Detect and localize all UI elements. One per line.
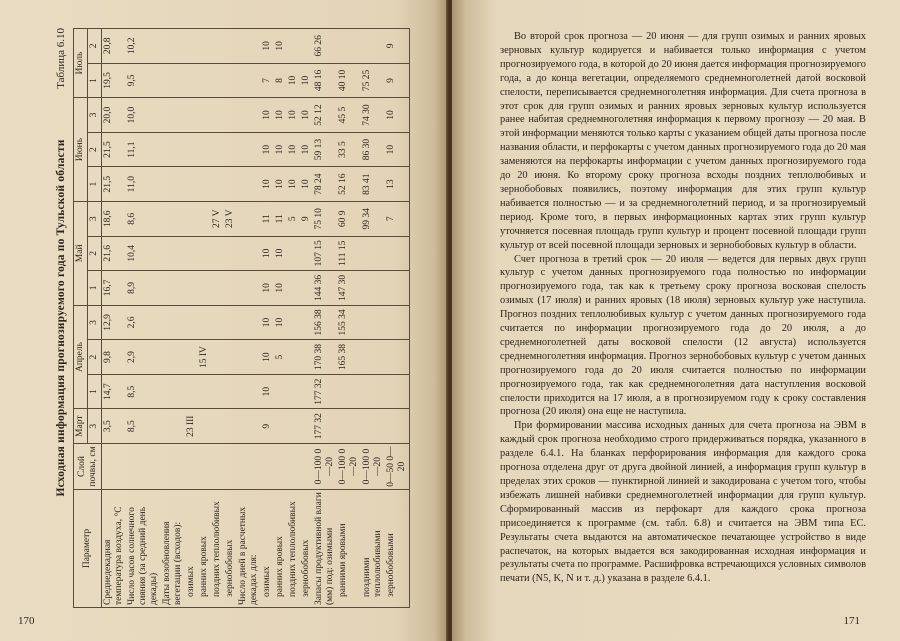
value-cell: 78 24 (313, 167, 337, 202)
rotated-table-block (55, 28, 407, 608)
table-row (161, 29, 185, 608)
value-cell (198, 236, 211, 271)
value-cell (361, 305, 385, 340)
value-cell (287, 374, 300, 409)
param-cell: Даты возобновления вегетации (всходов): (161, 490, 185, 608)
param-cell: озимых (261, 490, 274, 608)
value-cell (211, 132, 224, 167)
header-decade: 2 (88, 29, 102, 64)
header-month: Июль (74, 29, 88, 98)
param-cell: поздними теплолюбивыми (361, 490, 385, 608)
value-cell: 15 IV (198, 340, 211, 375)
value-cell (237, 340, 261, 375)
left-page (0, 0, 448, 641)
header-month: Апрель (74, 305, 88, 409)
value-cell: 8 (274, 63, 287, 98)
value-cell (274, 409, 287, 444)
value-cell (224, 63, 237, 98)
value-cell: 52 12 (313, 98, 337, 133)
table-row (274, 29, 287, 608)
value-cell: 10 (261, 132, 274, 167)
value-cell: 11,1 (126, 132, 161, 167)
param-cell: зернобобовых (300, 490, 313, 608)
table-row (337, 29, 361, 608)
value-cell: 2,9 (126, 340, 161, 375)
value-cell (161, 98, 185, 133)
table-row (287, 29, 300, 608)
value-cell (237, 305, 261, 340)
param-cell: озимых (185, 490, 198, 608)
value-cell: 10 (287, 98, 300, 133)
value-cell (185, 63, 198, 98)
value-cell: 83 41 (361, 167, 385, 202)
value-cell (224, 409, 237, 444)
value-cell (211, 98, 224, 133)
value-cell (300, 374, 313, 409)
value-cell (185, 271, 198, 306)
value-cell (185, 236, 198, 271)
value-cell: 75 10 (313, 201, 337, 236)
table-row (198, 29, 211, 608)
value-cell: 20,8 (102, 29, 127, 64)
value-cell: 52 16 (337, 167, 361, 202)
table-row (237, 29, 261, 608)
layer-cell (185, 444, 198, 490)
value-cell: 48 16 (313, 63, 337, 98)
value-cell (198, 201, 211, 236)
value-cell: 5 (274, 340, 287, 375)
value-cell (337, 374, 361, 409)
header-decade: 2 (88, 340, 102, 375)
value-cell (300, 236, 313, 271)
value-cell: 5 (287, 201, 300, 236)
value-cell (211, 271, 224, 306)
value-cell (161, 167, 185, 202)
value-cell: 10,4 (126, 236, 161, 271)
value-cell (224, 305, 237, 340)
value-cell (237, 167, 261, 202)
header-decade: 2 (88, 132, 102, 167)
header-month: Май (74, 201, 88, 305)
value-cell (224, 236, 237, 271)
value-cell (161, 29, 185, 64)
value-cell (385, 409, 410, 444)
value-cell (161, 63, 185, 98)
paragraph: Во второй срок прогноза — 20 июня — для групп озимых и ранних яровых зерновых культур кодируется и набивается только информация с учетом прогнозируемого года, в которой до 20 июня дается информация прогнозируемого года, а до конца вегетации, определяемого среднемноголетней датой восковой спелости, переписывается среднемноголетняя информация. Для счета прогноза в этот срок для групп озимых и ранних яровых зерновых культур используется ранее набитая среднемноголетняя информация к первому прогнозу — 20 мая. В этой информации меняются только карты с указанием общей даты прогноза после названия области, и перфокарты с учетом данных прогнозируемого года до 20 мая заменяются на перфокарты информации с учетом данных прогнозируемого года до 20 июня. Ко второму сроку прогноза всходы поздних теплолюбивых и зернобобовых появились, поэтому информация для этих групп культур набивается полностью — и за среднемноголетний период, и за прогнозируемый период. Кроме того, в первых информационных картах этих групп культур уточняется посевная площадь групп культур и процент посевной площади групп культур от всей посевной площади зерновых и зернобобовых культур в области. (500, 31, 866, 251)
value-cell: 10 (300, 132, 313, 167)
value-cell: 9 (385, 29, 410, 64)
value-cell: 144 36 (313, 271, 337, 306)
value-cell: 10 (261, 167, 274, 202)
value-cell (237, 374, 261, 409)
param-cell: поздних теплолюбивых (211, 490, 224, 608)
table-row (385, 29, 410, 608)
paragraph: При формировании массива исходных данных для счета прогноза на ЭВМ в каждый срок прогноза необходимо строго придерживаться порядка, указанного в разделе 6.4.1. На бланках перфорирования информация для каждого срока прогноза отделена друг от друга двойной линией, а информация групп культур в пределах этих сроков — пунктирной линией и закодирована с учетом того, чтобы избежать лишней набивки среднемноголетней информации для групп культур. Сформированный массив из перфокарт для каждого срока прогноза присоединяется к программе (см. табл. 6.8) и считается на ЭВМ типа ЕС. Результаты счета выдаются на автоматическое печатающее устройство в виде распечаток, на которых выдается вся закодированная исходная информация и результаты счета по программе. Расшифровка встречающихся условных символов печати (N5, K, N и т. д.) указана в разделе 6.4.1. (500, 420, 866, 585)
value-cell: 21,5 (102, 132, 127, 167)
param-cell: Среднедекадная температура воздуха, °С (102, 490, 127, 608)
value-cell: 2,6 (126, 305, 161, 340)
value-cell (161, 409, 185, 444)
value-cell (185, 340, 198, 375)
page-number-left: 170 (18, 615, 35, 627)
layer-cell (237, 444, 261, 490)
value-cell (224, 340, 237, 375)
layer-cell: 0—100 0—20 (337, 444, 361, 490)
value-cell: 10 (300, 98, 313, 133)
value-cell (161, 201, 185, 236)
value-cell: 10,2 (126, 29, 161, 64)
table-row (224, 29, 237, 608)
value-cell (300, 29, 313, 64)
value-cell: 107 15 (313, 236, 337, 271)
value-cell: 10 (274, 271, 287, 306)
value-cell (224, 98, 237, 133)
value-cell (224, 374, 237, 409)
value-cell (224, 29, 237, 64)
value-cell (287, 409, 300, 444)
param-cell: ранними яровыми (337, 490, 361, 608)
layer-cell (161, 444, 185, 490)
table-row (313, 29, 337, 608)
value-cell (185, 167, 198, 202)
value-cell (237, 236, 261, 271)
value-cell: 10 (261, 271, 274, 306)
paragraph: Счет прогноза в третий срок — 20 июля — ведется для первых двух групп культур с учетом данных прогнозируемого года полностью по информации прогнозируемого года, так как к третьему сроку прогноза восковая спелость озимых (17 июля) и ранних яровых (18 июля) зерновых культур уже наступила. Прогноз поздних теплолюбивых культур с учетом данных прогнозируемого года считается по информации прогнозируемого года до 20 июля, а до среднемноголетней даты восковой спелости (12 августа) используется среднемноголетняя информация. Прогноз зернобобовых культур с учетом данных прогнозируемого года до 20 июля считается полностью по информации прогнозируемого года, так как среднемноголетняя дата наступления восковой спелости приходится на 17 июля, а в прогнозируемом году к сроку составления прогноза (20 июля) она еще не наступила. (500, 253, 866, 418)
value-cell: 45 5 (337, 98, 361, 133)
value-cell (237, 132, 261, 167)
value-cell: 147 30 (337, 271, 361, 306)
value-cell: 8,9 (126, 271, 161, 306)
value-cell: 7 (261, 63, 274, 98)
value-cell (185, 305, 198, 340)
value-cell (337, 29, 361, 64)
value-cell: 3,5 (102, 409, 127, 444)
value-cell (361, 236, 385, 271)
body-text (500, 30, 866, 586)
header-decade: 3 (88, 201, 102, 236)
value-cell: 10 (287, 167, 300, 202)
header-decade: 3 (88, 305, 102, 340)
param-cell: зернобобовых (224, 490, 237, 608)
value-cell: 9 (385, 63, 410, 98)
value-cell: 11 (274, 201, 287, 236)
header-month: Март (74, 409, 88, 444)
value-cell (237, 98, 261, 133)
layer-cell: 0—100 0—20 (361, 444, 385, 490)
value-cell: 170 38 (313, 340, 337, 375)
param-cell: Запасы продуктивной влаги (мм) под: озимыми (313, 490, 337, 608)
value-cell: 74 30 (361, 98, 385, 133)
value-cell (198, 167, 211, 202)
value-cell (385, 236, 410, 271)
value-cell: 20,0 (102, 98, 127, 133)
value-cell: 165 38 (337, 340, 361, 375)
value-cell: 40 10 (337, 63, 361, 98)
value-cell (287, 29, 300, 64)
value-cell: 10 (274, 236, 287, 271)
table-row (211, 29, 224, 608)
value-cell: 99 34 (361, 201, 385, 236)
param-cell: поздних теплолюбивых (287, 490, 300, 608)
value-cell (287, 305, 300, 340)
value-cell: 10 (274, 167, 287, 202)
value-cell (185, 374, 198, 409)
table-row (361, 29, 385, 608)
param-cell: Число часов солнечного сияния (за средний день декады) (126, 490, 161, 608)
layer-cell: 0—50 0—20 (385, 444, 410, 490)
value-cell: 21,5 (102, 167, 127, 202)
value-cell (198, 63, 211, 98)
value-cell (198, 305, 211, 340)
layer-cell: 0—100 0—20 (313, 444, 337, 490)
header-decade: 1 (88, 63, 102, 98)
value-cell (224, 167, 237, 202)
table-row (261, 29, 274, 608)
value-cell (274, 374, 287, 409)
value-cell: 10 (261, 236, 274, 271)
value-cell: 9,8 (102, 340, 127, 375)
value-cell: 21,6 (102, 236, 127, 271)
value-cell (185, 132, 198, 167)
value-cell: 10 (287, 132, 300, 167)
value-cell (161, 236, 185, 271)
value-cell: 10 (300, 63, 313, 98)
value-cell: 8,5 (126, 374, 161, 409)
param-cell: ранних яровых (198, 490, 211, 608)
header-param: Параметр (74, 490, 102, 608)
table-number: Таблица 6.10 (55, 28, 67, 89)
value-cell: 10 (300, 167, 313, 202)
table-row (102, 29, 127, 608)
value-cell (198, 409, 211, 444)
value-cell (211, 374, 224, 409)
header-layer: Слой почвы, см (74, 444, 102, 490)
value-cell (361, 409, 385, 444)
value-cell: 111 15 (337, 236, 361, 271)
value-cell: 10,0 (126, 98, 161, 133)
value-cell (300, 271, 313, 306)
header-decade: 1 (88, 374, 102, 409)
value-cell (185, 98, 198, 133)
value-cell (211, 305, 224, 340)
value-cell (211, 167, 224, 202)
value-cell (237, 201, 261, 236)
value-cell (161, 305, 185, 340)
value-cell (287, 271, 300, 306)
value-cell (185, 29, 198, 64)
value-cell: 9,5 (126, 63, 161, 98)
value-cell: 23 III (185, 409, 198, 444)
header-decade: 2 (88, 236, 102, 271)
value-cell (385, 305, 410, 340)
value-cell: 86 30 (361, 132, 385, 167)
page-number-right: 171 (843, 615, 860, 627)
value-cell (287, 236, 300, 271)
header-decade: 1 (88, 271, 102, 306)
table-row (185, 29, 198, 608)
table-row (300, 29, 313, 608)
value-cell (198, 374, 211, 409)
table-row (126, 29, 161, 608)
table-title: Исходная информация прогнозируемого года по Тульской области (55, 139, 67, 497)
layer-cell (274, 444, 287, 490)
param-cell: зернобобовыми (385, 490, 410, 608)
value-cell (300, 409, 313, 444)
layer-cell (287, 444, 300, 490)
value-cell (211, 236, 224, 271)
value-cell (211, 409, 224, 444)
value-cell: 10 (261, 98, 274, 133)
value-cell (198, 271, 211, 306)
layer-cell (224, 444, 237, 490)
value-cell: 10 (274, 29, 287, 64)
value-cell: 75 25 (361, 63, 385, 98)
value-cell (300, 305, 313, 340)
value-cell (237, 409, 261, 444)
value-cell (211, 340, 224, 375)
value-cell: 10 (385, 132, 410, 167)
layer-cell (261, 444, 274, 490)
value-cell: 11,0 (126, 167, 161, 202)
value-cell (287, 340, 300, 375)
layer-cell (198, 444, 211, 490)
value-cell: 18,6 (102, 201, 127, 236)
value-cell (385, 374, 410, 409)
header-month: Июнь (74, 98, 88, 202)
value-cell (211, 63, 224, 98)
value-cell (161, 340, 185, 375)
value-cell (224, 271, 237, 306)
value-cell: 9 (300, 201, 313, 236)
value-cell: 33 5 (337, 132, 361, 167)
value-cell: 16,7 (102, 271, 127, 306)
value-cell: 177 32 (313, 409, 337, 444)
value-cell: 7 (385, 201, 410, 236)
value-cell: 27 V (211, 201, 224, 236)
layer-cell (211, 444, 224, 490)
value-cell: 10 (274, 132, 287, 167)
value-cell: 8,5 (126, 409, 161, 444)
value-cell (198, 98, 211, 133)
right-page (452, 0, 900, 641)
value-cell (237, 271, 261, 306)
value-cell: 59 13 (313, 132, 337, 167)
value-cell (361, 271, 385, 306)
value-cell (337, 409, 361, 444)
value-cell (361, 340, 385, 375)
value-cell (198, 132, 211, 167)
value-cell: 10 (261, 29, 274, 64)
layer-cell (300, 444, 313, 490)
value-cell: 177 32 (313, 374, 337, 409)
value-cell: 10 (287, 63, 300, 98)
value-cell (385, 271, 410, 306)
value-cell: 23 V (224, 201, 237, 236)
value-cell: 10 (261, 374, 274, 409)
value-cell: 10 (385, 98, 410, 133)
value-cell: 19,5 (102, 63, 127, 98)
value-cell: 11 (261, 201, 274, 236)
value-cell: 8,6 (126, 201, 161, 236)
value-cell: 12,9 (102, 305, 127, 340)
layer-cell (126, 444, 161, 490)
value-cell: 10 (261, 305, 274, 340)
value-cell: 13 (385, 167, 410, 202)
value-cell (385, 340, 410, 375)
header-decade: 1 (88, 167, 102, 202)
value-cell: 10 (274, 305, 287, 340)
value-cell (211, 29, 224, 64)
value-cell (161, 271, 185, 306)
value-cell (161, 132, 185, 167)
value-cell: 10 (274, 98, 287, 133)
param-cell: Число дней в расчетных декадах для: (237, 490, 261, 608)
value-cell: 66 26 (313, 29, 337, 64)
header-decade: 3 (88, 98, 102, 133)
value-cell (361, 374, 385, 409)
layer-cell (102, 444, 127, 490)
value-cell: 14,7 (102, 374, 127, 409)
value-cell (237, 29, 261, 64)
value-cell (161, 374, 185, 409)
param-cell: ранних яровых (274, 490, 287, 608)
header-decade: 3 (88, 409, 102, 444)
value-cell (237, 63, 261, 98)
value-cell (361, 29, 385, 64)
value-cell (300, 340, 313, 375)
value-cell: 10 (261, 340, 274, 375)
value-cell: 155 34 (337, 305, 361, 340)
value-cell (224, 132, 237, 167)
value-cell: 60 9 (337, 201, 361, 236)
value-cell: 156 38 (313, 305, 337, 340)
value-cell (185, 201, 198, 236)
value-cell (198, 29, 211, 64)
data-table (73, 28, 410, 608)
value-cell: 9 (261, 409, 274, 444)
